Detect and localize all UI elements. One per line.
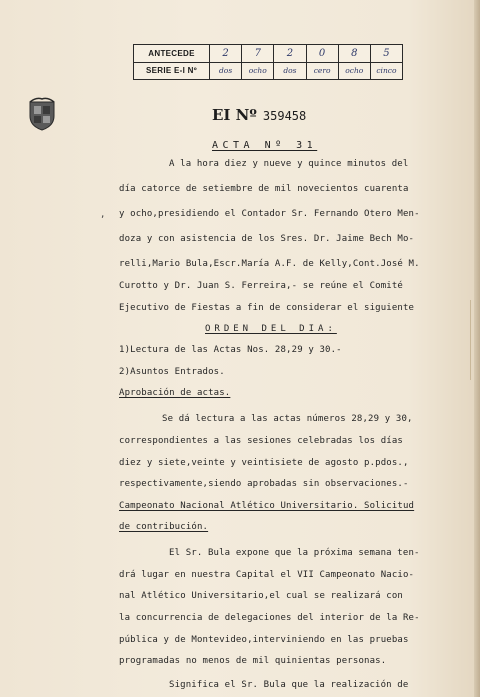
serie-label: SERIE E-I Nº bbox=[134, 62, 210, 79]
text-line: Ejecutivo de Fiestas a fin de considerar el siguiente bbox=[119, 303, 415, 313]
section-heading: Aprobación de actas. bbox=[119, 388, 231, 398]
antecede-cell: 8 bbox=[339, 45, 371, 62]
text-line: 2)Asuntos Entrados. bbox=[119, 367, 225, 377]
antecede-cell: 0 bbox=[307, 45, 339, 62]
text-line: doza y con asistencia de los Sres. Dr. Jaime Bech Mo- bbox=[119, 234, 415, 244]
text-line: correspondientes a las sesiones celebradas los días bbox=[119, 436, 403, 446]
page-edge bbox=[474, 0, 480, 697]
serie-cell: cero bbox=[307, 62, 339, 79]
text-line: respectivamente,siendo aprobadas sin observaciones.- bbox=[119, 479, 409, 489]
antecede-cell: 2 bbox=[274, 45, 306, 62]
antecede-row bbox=[134, 45, 402, 63]
section-heading: Campeonato Nacional Atlético Universitario. Solicitud bbox=[119, 501, 415, 511]
serie-cell: dos bbox=[210, 62, 242, 79]
acta-heading: ACTA Nº 31 bbox=[212, 140, 318, 151]
text-line: y ocho,presidiendo el Contador Sr. Fernando Otero Men- bbox=[119, 209, 420, 219]
text-line: pública y de Montevideo,interviniendo en las pruebas bbox=[119, 635, 409, 645]
antecede-cell: 5 bbox=[383, 48, 390, 59]
text-line: la concurrencia de delegaciones del interior de la Re- bbox=[119, 613, 420, 623]
text-line: diez y siete,veinte y veintisiete de agosto p.pdos., bbox=[119, 458, 409, 468]
paper-crease bbox=[470, 300, 471, 380]
antecede-label: ANTECEDE bbox=[134, 45, 210, 62]
serie-cell: ocho bbox=[242, 62, 274, 79]
text-line: 1)Lectura de las Actas Nos. 28,29 y 30.- bbox=[119, 345, 342, 355]
serie-cell: cinco bbox=[376, 66, 397, 75]
antecede-table bbox=[133, 44, 403, 80]
title-number: 359458 bbox=[262, 109, 307, 123]
text-line: Significa el Sr. Bula que la realización de bbox=[169, 680, 409, 690]
orden-del-dia: ORDEN DEL DIA: bbox=[205, 324, 337, 334]
title-prefix: EI Nº bbox=[212, 106, 257, 124]
margin-mark: , bbox=[100, 210, 106, 220]
text-line: nal Atlético Universitario,el cual se realizará con bbox=[119, 591, 403, 601]
text-line: Se dá lectura a las actas números 28,29 y 30, bbox=[162, 414, 413, 424]
antecede-cell: 2 bbox=[210, 45, 242, 62]
text-line: drá lugar en nuestra Capital el VII Campeonato Nacio- bbox=[119, 570, 415, 580]
text-line: relli,Mario Bula,Escr.María A.F. de Kelly,Cont.José M. bbox=[119, 259, 420, 269]
text-line: Curotto y Dr. Juan S. Ferreira,- se reúne el Comité bbox=[119, 281, 403, 291]
document-title bbox=[212, 106, 306, 124]
text-line: día catorce de setiembre de mil novecientos cuarenta bbox=[119, 184, 409, 194]
section-heading: de contribución. bbox=[119, 522, 209, 532]
serie-cell: ocho bbox=[339, 62, 371, 79]
text-line: programadas no menos de mil quinientas personas. bbox=[119, 656, 387, 666]
coat-of-arms-seal bbox=[26, 96, 58, 132]
text-line: A la hora diez y nueve y quince minutos del bbox=[169, 159, 409, 169]
serie-cell: dos bbox=[274, 62, 306, 79]
serie-row bbox=[134, 62, 402, 79]
text-line: El Sr. Bula expone que la próxima semana ten- bbox=[169, 548, 420, 558]
antecede-cell: 7 bbox=[242, 45, 274, 62]
